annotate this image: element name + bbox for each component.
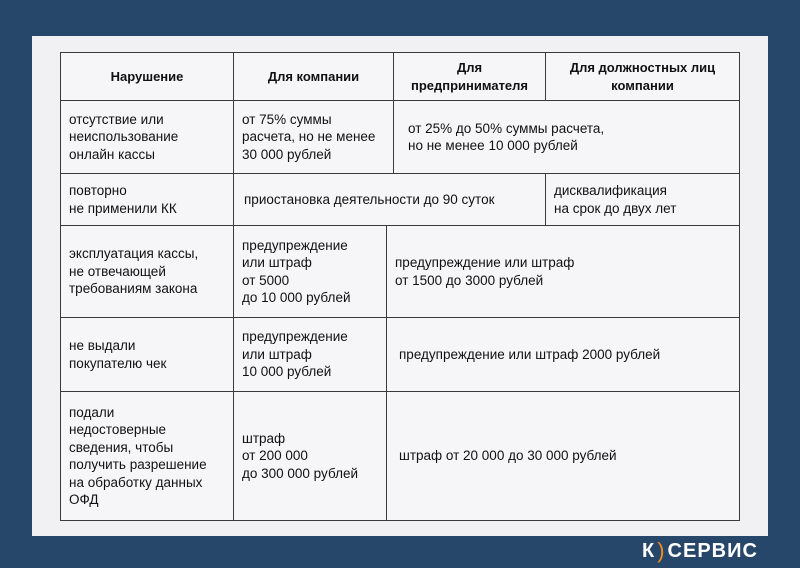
row2-violation: повторно не применили КК <box>60 173 234 226</box>
header-violation: Нарушение <box>60 52 234 101</box>
row3-company: предупреждение или штраф от 5000 до 10 000 рублей <box>233 225 387 318</box>
header-company: Для компании <box>233 52 394 101</box>
row4-violation: не выдали покупателю чек <box>60 317 234 392</box>
row1-others: от 25% до 50% суммы расчета, но не менее 10 000 рублей <box>393 100 740 174</box>
row4-company: предупреждение или штраф 10 000 рублей <box>233 317 387 392</box>
kservice-logo <box>642 538 758 564</box>
row3-violation: эксплуатация кассы, не отвечающей требованиям закона <box>60 225 234 318</box>
row1-company: от 75% суммы расчета, но не менее 30 000 рублей <box>233 100 394 174</box>
row4-others: предупреждение или штраф 2000 рублей <box>386 317 740 392</box>
row2-company-entrepreneur: приостановка деятельности до 90 суток <box>233 173 546 226</box>
row5-violation: подали недостоверные сведения, чтобы получить разрешение на обработку данных ОФД <box>60 391 234 521</box>
logo-letter: К <box>642 539 656 562</box>
row5-others: штраф от 20 000 до 30 000 рублей <box>386 391 740 521</box>
row5-company: штраф от 200 000 до 300 000 рублей <box>233 391 387 521</box>
row1-violation: отсутствие или неиспользование онлайн кассы <box>60 100 234 174</box>
row2-officials: дисквалификация на срок до двух лет <box>545 173 740 226</box>
header-officials: Для должностных лиц компании <box>545 52 740 101</box>
row3-others: предупреждение или штраф от 1500 до 3000 рублей <box>386 225 740 318</box>
logo-word: СЕРВИС <box>667 539 758 562</box>
header-entrepreneur: Для предпринимателя <box>393 52 546 101</box>
logo-bracket: ) <box>657 538 666 563</box>
